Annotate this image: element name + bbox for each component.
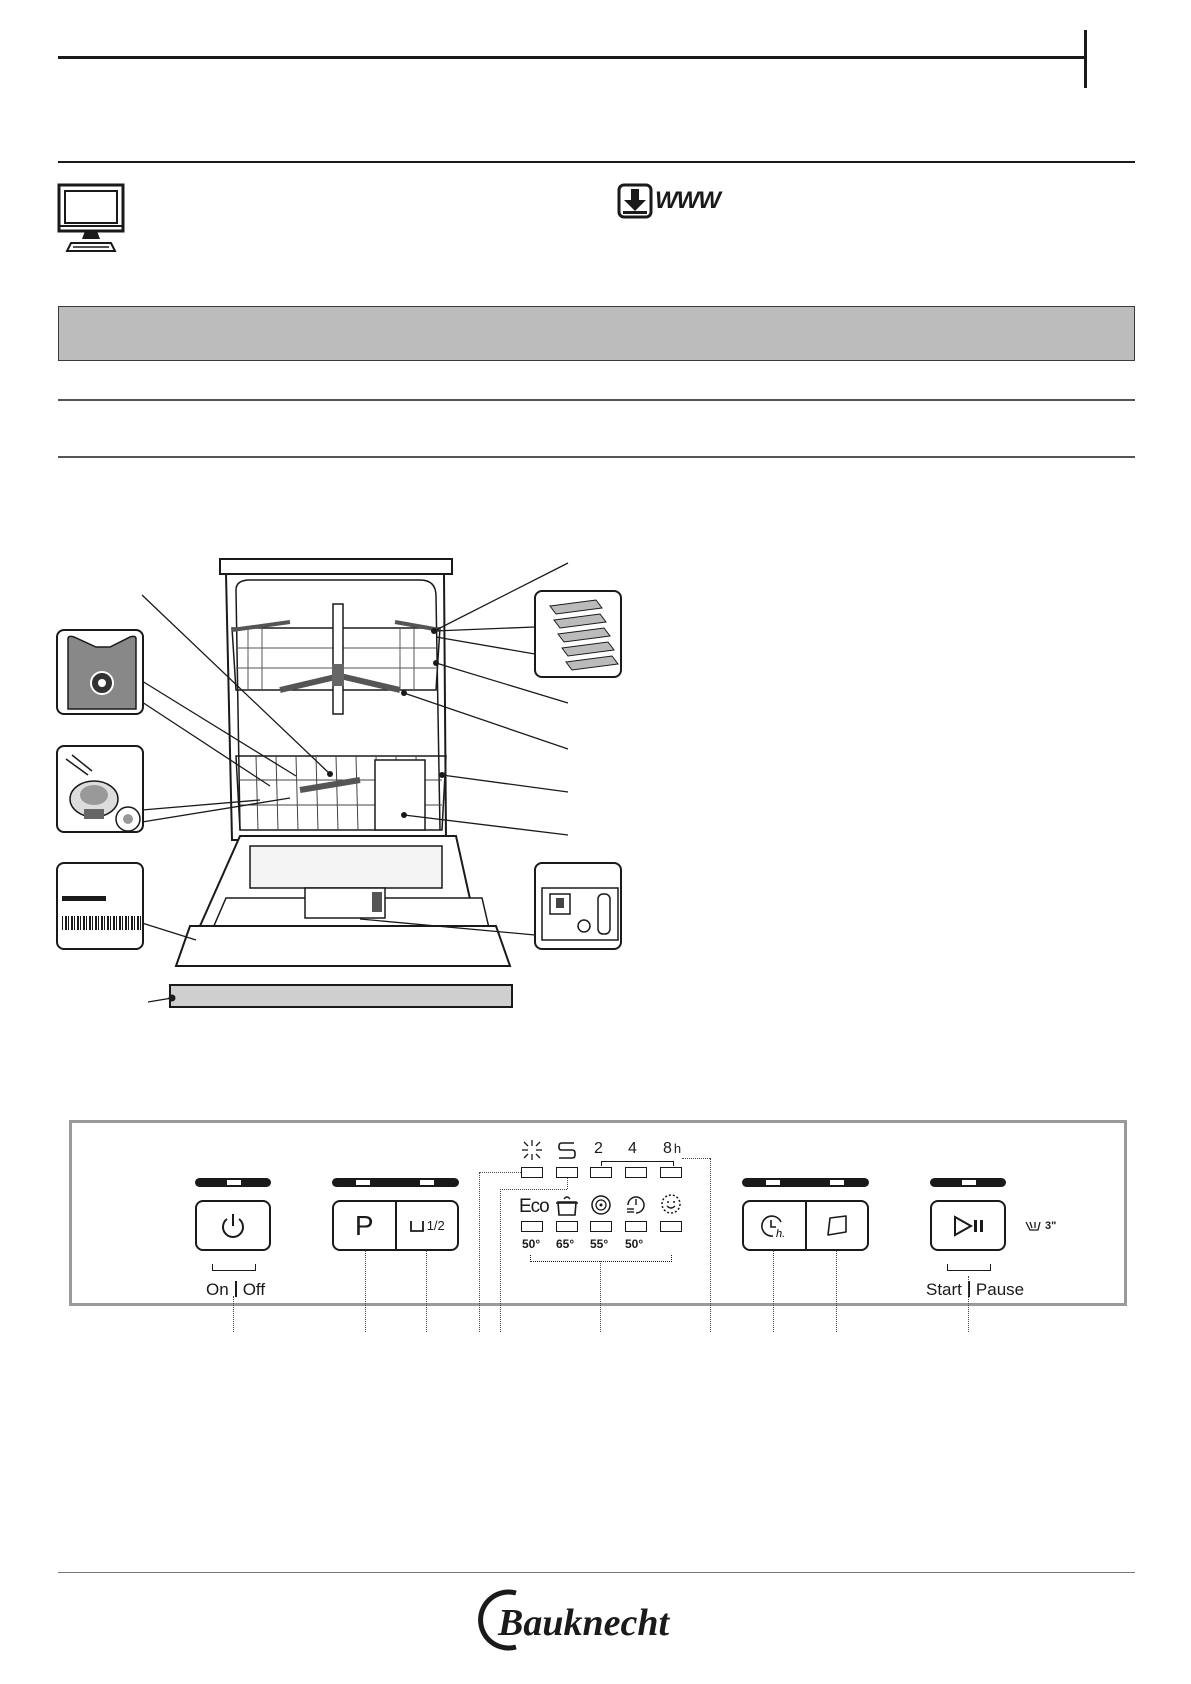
intensive-temp: 65°: [556, 1237, 575, 1251]
on-label: On: [206, 1280, 229, 1299]
delay-clock-icon: [759, 1212, 789, 1240]
delay-start-button[interactable]: [744, 1202, 805, 1249]
delay-2h-led: [590, 1167, 612, 1178]
eco-led: [521, 1221, 543, 1232]
monitor-icon: [57, 183, 127, 253]
half-load-button[interactable]: [395, 1202, 458, 1249]
start-bracket: [947, 1264, 991, 1271]
delay-4h-led: [625, 1167, 647, 1178]
www-label: WWW: [655, 187, 720, 214]
smiley-icon: [659, 1192, 683, 1216]
program-bracket: [530, 1255, 672, 1262]
smiley-led: [660, 1221, 682, 1232]
delay-indicator-bar: [742, 1178, 869, 1187]
leader-salt: [500, 1189, 501, 1332]
salt-led: [556, 1167, 578, 1178]
hold-time: 3": [1045, 1220, 1057, 1232]
sixth-sense-temp: 55°: [590, 1237, 609, 1251]
leader-salt-h: [500, 1189, 567, 1190]
salt-icon: [556, 1139, 578, 1161]
brand-logo-text: Bauknecht: [498, 1602, 670, 1644]
leader-delay-start: [773, 1251, 774, 1332]
svg-text:h.: h.: [776, 1227, 786, 1240]
leader-rinse-h: [479, 1172, 521, 1173]
title-bar: [58, 306, 1135, 361]
delay-bracket: [601, 1161, 674, 1166]
play-pause-icon: [951, 1214, 985, 1238]
rating-plate-callout: [56, 862, 144, 950]
tablet-button[interactable]: [805, 1202, 868, 1249]
delay-tablet-buttons: [742, 1200, 869, 1251]
delay-2h-label: 2: [594, 1140, 603, 1157]
download-www-icon: [617, 182, 720, 220]
program-indicator-bar: [332, 1178, 459, 1187]
cutlery-tray-callout: [534, 590, 622, 678]
top-rule: [58, 56, 1085, 59]
power-bracket: [212, 1264, 256, 1271]
delay-8h-led: [660, 1167, 682, 1178]
half-load-label: 1/2: [426, 1218, 445, 1233]
footer-rule: [58, 1572, 1135, 1573]
fast-wash-icon: [624, 1193, 648, 1217]
power-icon: [219, 1212, 247, 1240]
off-label: Off: [242, 1280, 266, 1299]
program-button-label: P: [354, 1209, 374, 1241]
filter-assembly-callout: [56, 745, 144, 833]
leader-salt-v2: [567, 1178, 568, 1189]
top-rule-tick: [1084, 30, 1087, 88]
start-pause-label: [926, 1280, 1024, 1300]
pause-label: Pause: [975, 1280, 1025, 1299]
leader-program: [365, 1251, 366, 1332]
power-button[interactable]: [195, 1200, 271, 1251]
half-load-icon: [409, 1219, 425, 1233]
on-off-label: [206, 1280, 265, 1300]
start-pause-button[interactable]: [930, 1200, 1006, 1251]
detergent-dispenser-callout: [534, 862, 622, 950]
delay-8h-label: 8 h: [663, 1140, 682, 1157]
leader-delay-h: [682, 1158, 710, 1159]
filter-callout: [56, 629, 144, 715]
start-label: Start: [926, 1280, 962, 1299]
leader-rinse: [479, 1172, 480, 1332]
leader-programs: [600, 1261, 601, 1332]
eco-program-icon: Eco: [519, 1196, 549, 1217]
rinse-aid-led: [521, 1167, 543, 1178]
program-button[interactable]: [334, 1202, 395, 1249]
leader-delay-leds: [710, 1158, 711, 1332]
intensive-led: [556, 1221, 578, 1232]
delay-4h-label: 4: [628, 1140, 637, 1157]
sixth-sense-icon: [589, 1193, 613, 1217]
leader-start: [968, 1276, 969, 1332]
program-halfload-buttons: [332, 1200, 459, 1251]
power-indicator-bar: [195, 1178, 271, 1187]
start-indicator-bar: [930, 1178, 1006, 1187]
table-rule-1: [58, 399, 1135, 401]
leader-tablet: [836, 1251, 837, 1332]
sixth-sense-led: [590, 1221, 612, 1232]
section-rule: [58, 161, 1135, 163]
hold-indicator: [1024, 1218, 1056, 1234]
leader-power: [233, 1296, 234, 1332]
eco-temp: 50°: [522, 1237, 541, 1251]
fast-led: [625, 1221, 647, 1232]
hand-press-icon: [1024, 1218, 1042, 1234]
tablet-icon: [824, 1214, 850, 1238]
fast-temp: 50°: [625, 1237, 644, 1251]
brand-logo: [476, 1585, 716, 1655]
table-rule-2: [58, 456, 1135, 458]
leader-halfload: [426, 1251, 427, 1332]
intensive-pot-icon: [554, 1193, 580, 1217]
rinse-aid-icon: [519, 1139, 545, 1161]
